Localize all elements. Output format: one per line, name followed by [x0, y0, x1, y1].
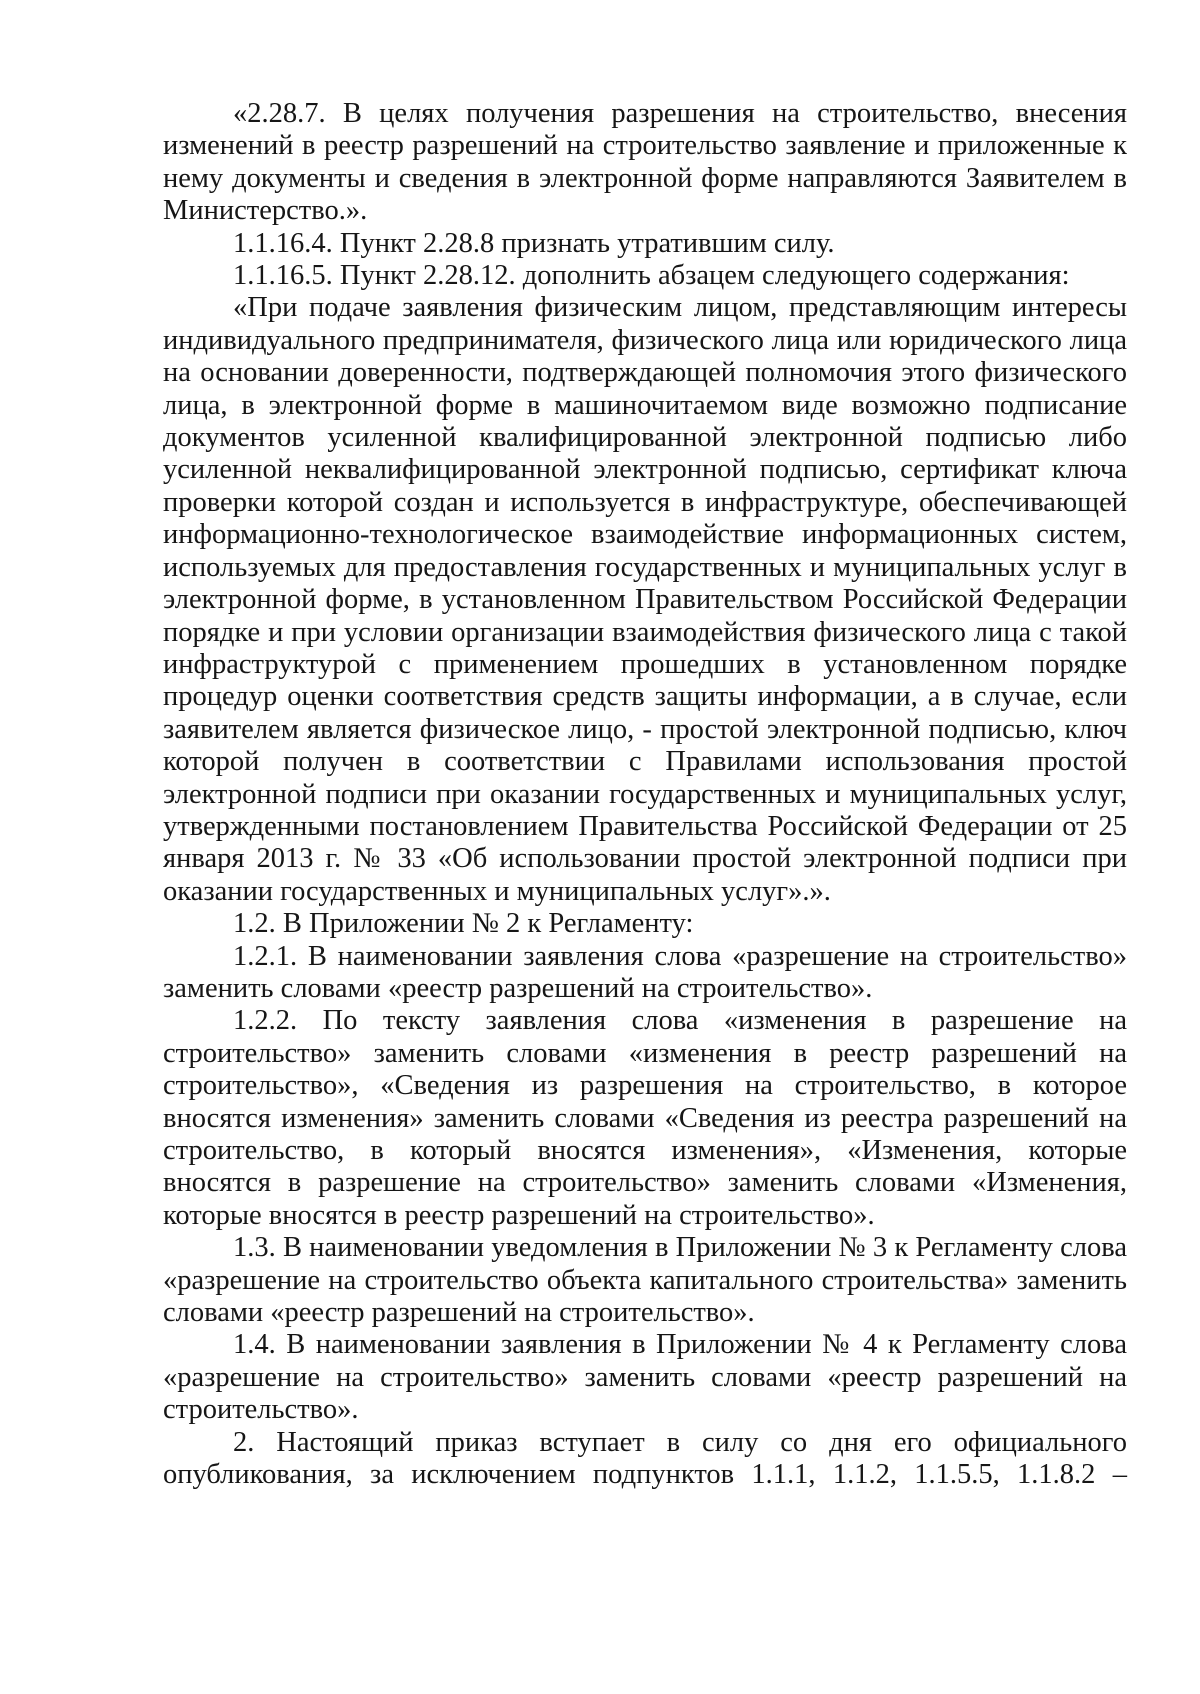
paragraph-1-1-16-4: 1.1.16.4. Пункт 2.28.8 признать утратившим силу. — [233, 227, 835, 259]
paragraph-2-effective-date: 2. Настоящий приказ вступает в силу со дня его официального опубликования, за исключением подпунктов 1.1.1, 1.1.2, 1.1.5.5, 1.1.8.2 – — [163, 1426, 1127, 1491]
paragraph-1-2-1: 1.2.1. В наименовании заявления слова «разрешение на строительство» заменить словами «реестр разрешений на строительство». — [163, 940, 1127, 1004]
paragraph-1-1-16-5: 1.1.16.5. Пункт 2.28.12. дополнить абзацем следующего содержания: — [233, 260, 1070, 292]
paragraph-1-2-2: 1.2.2. По тексту заявления слова «изменения в разрешение на строительство» заменить словами «изменения в реестр разрешений на строительство», «Сведения из разрешения на строительство, в которое вносятся изменения» заменить словами «Сведения из реестра разрешений на строительство, в который вносятся изменения», «Изменения, которые вносятся в разрешение на строительство» заменить словами «Изменения, которые вносятся в реестр разрешений на строительство». — [163, 1005, 1127, 1231]
paragraph-electronic-signature-quote: «При подаче заявления физическим лицом, представляющим интересы индивидуального предпринимателя, физического лица или юридического лица на основании доверенности, подтверждающей полномочия этого физического лица, в электронной форме в машиночитаемом виде возможно подписание документов усиленной квалифицированной электронной подписью либо усиленной неквалифицированной электронной подписью, сертификат ключа проверки которой создан и используется в инфраструктуре, обеспечивающей информационно-технологическое взаимодействие информационных систем, используемых для предоставления государственных и муниципальных услуг в электронной форме, в установленном Правительством Российской Федерации порядке и при условии организации взаимодействия физического лица с такой инфраструктурой с применением прошедших в установленном порядке процедур оценки соответствия средств защиты информации, а в случае, если заявителем является физическое лицо, - простой электронной подписью, ключ которой получен в соответствии с Правилами использования простой электронной подписи при оказании государственных и муниципальных услуг, утвержденными постановлением Правительства Российской Федерации от 25 января 2013 г. № 33 «Об использовании простой электронной подписи при оказании государственных и муниципальных услуг».». — [163, 292, 1127, 907]
paragraph-1-3: 1.3. В наименовании уведомления в Приложении № 3 к Регламенту слова «разрешение на строительство объекта капитального строительства» заменить словами «реестр разрешений на строительство». — [163, 1232, 1127, 1329]
document-body — [163, 98, 1127, 1491]
paragraph-1-4: 1.4. В наименовании заявления в Приложении № 4 к Регламенту слова «разрешение на строительство» заменить словами «реестр разрешений на строительство». — [163, 1329, 1127, 1426]
paragraph-1-2: 1.2. В Приложении № 2 к Регламенту: — [233, 908, 694, 940]
paragraph-2-28-7-quote: «2.28.7. В целях получения разрешения на строительство, внесения изменений в реестр разрешений на строительство заявление и приложенные к нему документы и сведения в электронной форме направляются Заявителем в Министерство.». — [163, 98, 1127, 227]
